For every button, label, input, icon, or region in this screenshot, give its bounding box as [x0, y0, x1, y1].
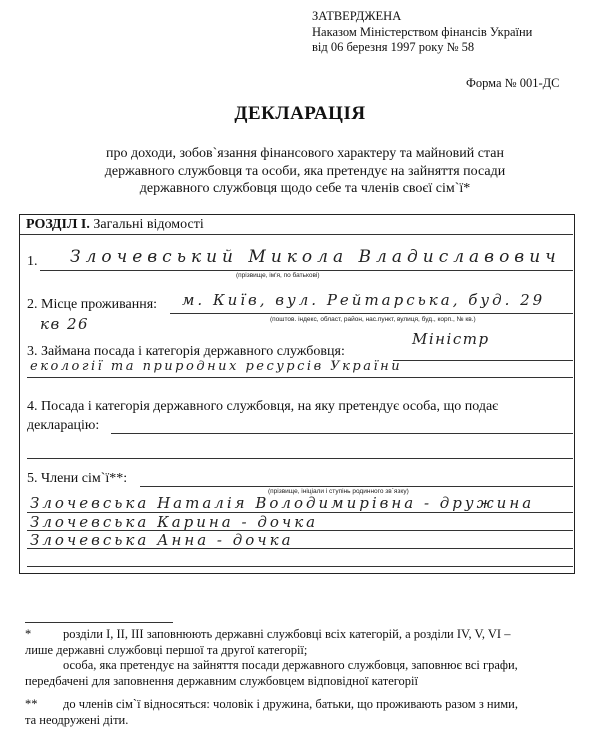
residence-field-line2[interactable]: кв 26 — [40, 315, 90, 333]
field3-line — [393, 360, 573, 361]
subtitle-line: державного службовця та особи, яка претендує на зайняття посади — [104, 163, 506, 179]
position-field[interactable]: Міністр — [412, 330, 490, 348]
document-title: ДЕКЛАРАЦІЯ — [234, 103, 366, 124]
footnote-marker: ** — [25, 697, 38, 711]
field3-label: 3. Займана посада і категорія державного службовця: — [27, 344, 345, 359]
family-member-entry[interactable]: Злочевська Анна - дочка — [30, 531, 294, 549]
residence-field[interactable]: м. Київ, вул. Рейтарська, буд. 29 — [182, 291, 546, 309]
footnote-text: та неодружені діти. — [25, 712, 129, 727]
footnote-text: розділи І, ІІ, ІІІ заповнюють державні службовці всіх категорій, а розділи IV, V, VI – — [63, 627, 511, 641]
subtitle-line: про доходи, зобов`язання фінансового характеру та майновий стан — [106, 146, 504, 161]
document-subtitle — [40, 145, 570, 198]
field1-line — [40, 270, 573, 271]
footnote-text: лише державні службовці першої та другої категорії; — [25, 642, 308, 657]
field5-hint: (прізвище, ініціали і ступінь родинного зв`язку) — [268, 488, 409, 495]
family-line[interactable] — [27, 566, 573, 567]
footnote-2 — [25, 697, 577, 728]
field2-hint: (поштов. індекс, област, район, нас.пункт, вулиця, буд., корп., № кв.) — [270, 316, 476, 323]
footnote-text: особа, яка претендує на зайняття посади державного службовця, заповнює всі графи, — [63, 658, 518, 672]
field5-label: 5. Члени сім`ї**: — [27, 471, 128, 486]
field4-label-cont: декларацію: — [27, 418, 100, 433]
target-position-field-line2[interactable] — [27, 458, 573, 459]
approval-title: ЗАТВЕРДЖЕНА — [312, 9, 402, 23]
footnote-1-line — [25, 627, 577, 643]
section-heading — [20, 215, 573, 235]
approval-order: Наказом Міністерством фінансів України — [312, 24, 533, 39]
footnote-text: передбачені для заповнення державним службовцем відповідної категорії — [25, 673, 418, 688]
full-name-field[interactable]: Злочевський Микола Владиславович — [70, 247, 561, 267]
section-number: РОЗДІЛ І. — [26, 217, 90, 232]
footnote-text: до членів сім`ї відносяться: чоловік і дружина, батьки, що проживають разом з ними, — [63, 697, 518, 711]
approval-block — [312, 9, 532, 56]
field1-hint: (прізвище, ім'я, по батькові) — [236, 272, 320, 279]
field2-line — [170, 313, 573, 314]
footnote-marker: * — [25, 627, 32, 641]
footnote-2-line — [25, 697, 577, 713]
approval-date: від 06 березня 1997 року № 58 — [312, 40, 475, 54]
family-line — [27, 548, 573, 549]
field3-line2 — [27, 377, 573, 378]
field1-label: 1. — [27, 254, 38, 269]
field5-line — [140, 486, 573, 487]
position-field-line2[interactable]: екології та природних ресурсів України — [30, 359, 403, 374]
subtitle-line: державного службовця щодо себе та членів своєї сім`ї* — [139, 181, 471, 196]
footnote-1 — [25, 627, 577, 689]
family-member-entry[interactable]: Злочевська Наталія Володимирівна - дружина — [30, 494, 535, 512]
target-position-field[interactable] — [111, 433, 573, 434]
footnote-divider — [25, 622, 173, 623]
field4-label: 4. Посада і категорія державного службовця, на яку претендує особа, що подає — [27, 399, 499, 414]
section-title: Загальні відомості — [89, 217, 204, 232]
field2-label: 2. Місце проживання: — [27, 297, 158, 312]
form-number: Форма № 001-ДС — [466, 76, 560, 90]
family-member-entry[interactable]: Злочевська Карина - дочка — [30, 513, 319, 531]
